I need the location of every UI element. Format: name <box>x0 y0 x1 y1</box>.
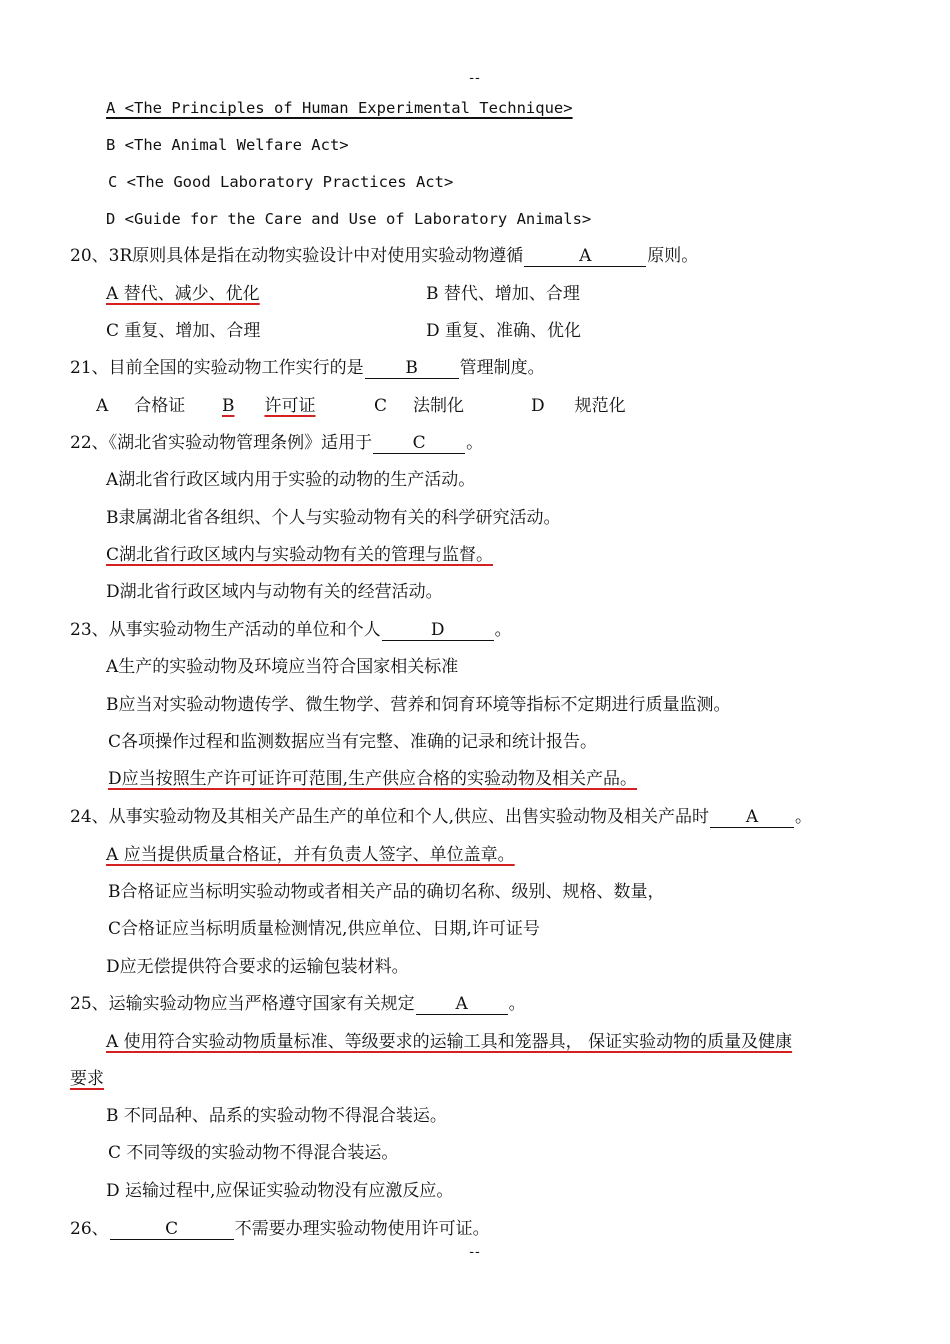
q26-suffix: 不需要办理实验动物使用许可证。 <box>234 1219 490 1239</box>
q24-option-a <box>106 844 515 866</box>
q21-answer-blank: B <box>365 358 459 379</box>
q26-answer-blank: C <box>110 1219 234 1240</box>
q21-prefix: 21、目前全国的实验动物工作实行的是 <box>70 358 364 378</box>
q21-option-c <box>374 395 464 417</box>
q24-option-c: C合格证应当标明质量检测情况,供应单位、日期,许可证号 <box>108 919 540 939</box>
q23-answer-blank: D <box>382 620 494 641</box>
q19-option-b: B <The Animal Welfare Act> <box>106 136 349 154</box>
q23-stem <box>70 619 512 641</box>
q24-suffix: 。 <box>795 807 813 827</box>
q20-option-d: D 重复、准确、优化 <box>426 321 582 341</box>
q25-option-a-line2-text: 要求 <box>70 1069 104 1089</box>
q22-option-c-text: C湖北省行政区域内与实验动物有关的管理与监督。 <box>106 545 494 565</box>
q25-prefix: 25、运输实验动物应当严格遵守国家有关规定 <box>70 994 415 1014</box>
q22-suffix: 。 <box>466 433 484 453</box>
q26-prefix: 26、 <box>70 1219 109 1239</box>
q21-option-d-letter: D <box>531 396 545 416</box>
q21-option-c-text: 法制化 <box>413 396 465 416</box>
q23-option-a: A生产的实验动物及环境应当符合国家相关标准 <box>106 657 459 677</box>
q21-option-b-underlined <box>222 396 316 416</box>
q21-option-a-text: 合格证 <box>134 396 186 416</box>
q19-option-d: D <Guide for the Care and Use of Laboratory Animals> <box>106 210 592 228</box>
q21-option-b-text: 许可证 <box>264 396 316 416</box>
q25-option-d: D 运输过程中,应保证实验动物没有应激反应。 <box>106 1181 454 1201</box>
q24-option-d: D应无偿提供符合要求的运输包装材料。 <box>106 957 409 977</box>
q24-option-a-text: A 应当提供质量合格证，并有负责人签字、单位盖章。 <box>106 845 515 865</box>
q24-prefix: 24、从事实验动物及其相关产品生产的单位和个人,供应、出售实验动物及相关产品时 <box>70 807 710 827</box>
q25-option-c: C 不同等级的实验动物不得混合装运。 <box>108 1143 399 1163</box>
q19-option-a-text: A <The Principles of Human Experimental Technique> <box>106 99 573 117</box>
q20-answer-blank: A <box>524 246 646 267</box>
page-header-mark: -- <box>469 70 481 86</box>
q22-option-b: B隶属湖北省各组织、个人与实验动物有关的科学研究活动。 <box>106 508 561 528</box>
q21-option-a <box>96 395 185 417</box>
q25-option-a-line1-text: A 使用符合实验动物质量标准、等级要求的运输工具和笼器具， 保证实验动物的质量及健康 <box>106 1032 793 1052</box>
q25-suffix: 。 <box>508 994 526 1014</box>
q21-option-a-letter: A <box>96 396 109 416</box>
q20-stem <box>70 245 698 267</box>
q23-prefix: 23、从事实验动物生产活动的单位和个人 <box>70 620 381 640</box>
q21-option-b-letter: B <box>222 396 235 416</box>
q20-option-c: C 重复、增加、合理 <box>106 321 261 341</box>
q22-prefix: 22、《湖北省实验动物管理条例》适用于 <box>70 433 373 453</box>
q25-option-a-line2 <box>70 1068 104 1090</box>
q21-option-c-letter: C <box>374 396 388 416</box>
q19-option-a <box>106 97 573 119</box>
q21-option-d <box>531 395 626 417</box>
q21-option-b <box>222 395 316 417</box>
page-footer-mark: -- <box>469 1244 481 1260</box>
q21-suffix: 管理制度。 <box>459 358 545 378</box>
q20-option-b: B 替代、增加、合理 <box>426 284 580 304</box>
q22-option-a: A湖北省行政区域内用于实验的动物的生产活动。 <box>106 470 476 490</box>
q26-stem <box>70 1218 490 1240</box>
q25-option-b: B 不同品种、品系的实验动物不得混合装运。 <box>106 1106 447 1126</box>
q20-option-a-text: A 替代、减少、优化 <box>106 284 260 304</box>
q20-option-a <box>106 283 260 305</box>
q20-suffix: 原则。 <box>647 246 699 266</box>
q23-option-b: B应当对实验动物遗传学、微生物学、营养和饲育环境等指标不定期进行质量监测。 <box>106 695 731 715</box>
q21-option-d-text: 规范化 <box>574 396 626 416</box>
q22-answer-blank: C <box>373 433 465 454</box>
q25-stem <box>70 993 526 1015</box>
q19-option-c: C <The Good Laboratory Practices Act> <box>108 173 454 191</box>
q25-option-a-line1 <box>106 1031 792 1053</box>
q24-answer-blank: A <box>710 807 794 828</box>
q23-option-d <box>108 768 637 790</box>
q24-option-b: B合格证应当标明实验动物或者相关产品的确切名称、级别、规格、数量， <box>108 882 665 902</box>
q23-option-d-text: D应当按照生产许可证许可范围,生产供应合格的实验动物及相关产品。 <box>108 769 638 789</box>
q21-stem <box>70 357 545 379</box>
q20-prefix: 20、3R原则具体是指在动物实验设计中对使用实验动物遵循 <box>70 246 524 266</box>
q24-stem <box>70 806 812 828</box>
q22-stem <box>70 432 483 454</box>
q23-option-c: C各项操作过程和监测数据应当有完整、准确的记录和统计报告。 <box>108 732 598 752</box>
q25-answer-blank: A <box>416 994 508 1015</box>
q22-option-c <box>106 544 493 566</box>
q22-option-d: D湖北省行政区域内与动物有关的经营活动。 <box>106 582 443 602</box>
q23-suffix: 。 <box>494 620 512 640</box>
